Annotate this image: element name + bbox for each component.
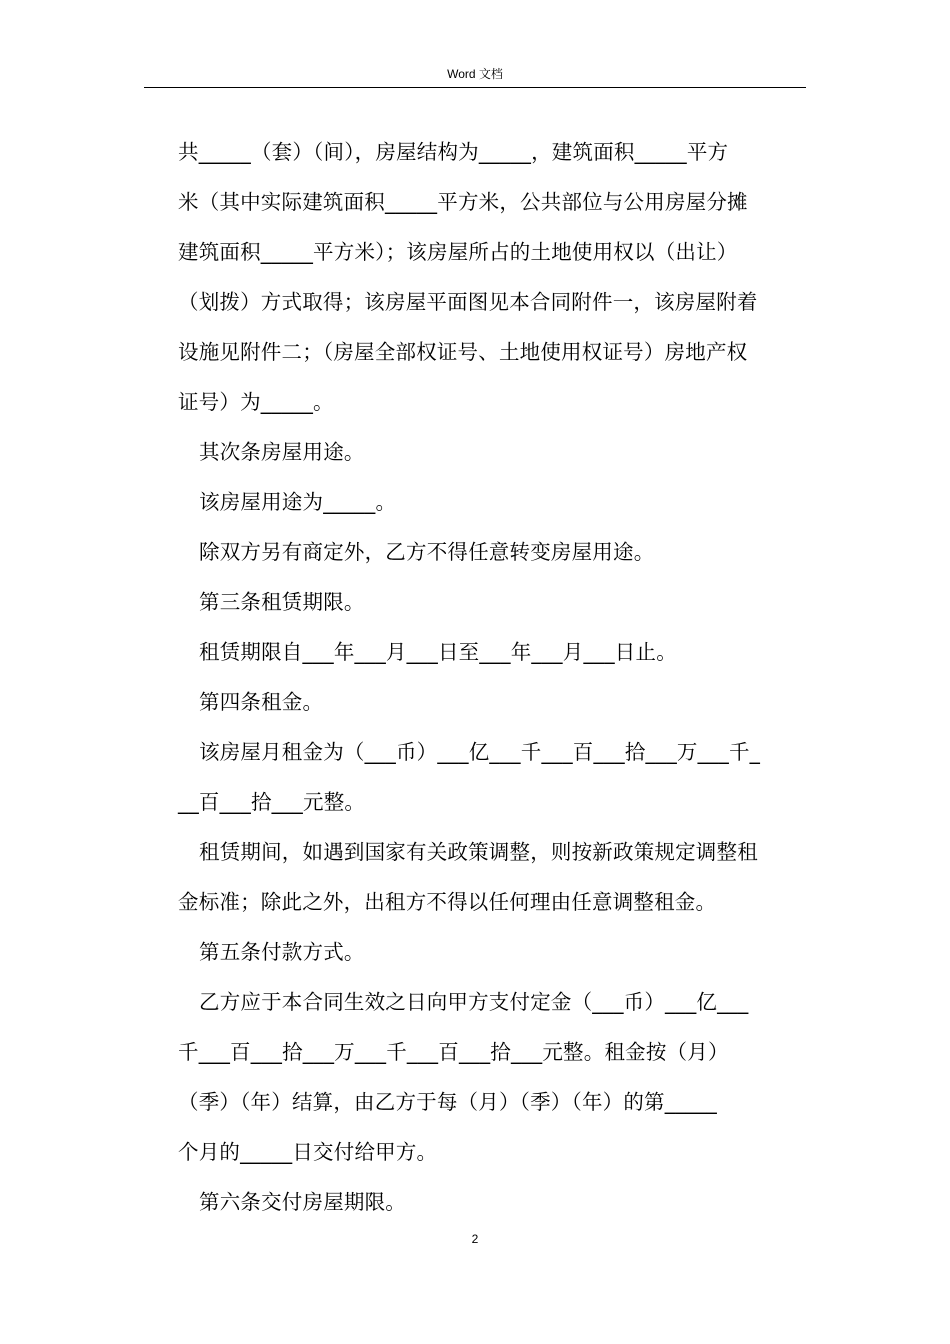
paragraph-line: 证号）为_____。 [178,390,334,414]
page-number: 2 [471,1232,479,1246]
paragraph-line: 建筑面积_____平方米）；该房屋所占的土地使用权以（出让） [178,240,738,264]
paragraph-line: __百___拾___元整。 [178,790,366,814]
paragraph-line: 乙方应于本合同生效之日向甲方支付定金（___币）___亿___ [199,990,749,1014]
paragraph-line: 该房屋用途为_____。 [199,490,397,514]
paragraph-line: 千___百___拾___万___千___百___拾___元整。租金按（月） [178,1040,729,1064]
paragraph-line: （划拨）方式取得；该房屋平面图见本合同附件一，该房屋附着 [178,290,758,314]
paragraph-line: 设施见附件二；（房屋全部权证号、土地使用权证号）房地产权 [178,340,748,364]
paragraph-line: 金标准；除此之外，出租方不得以任何理由任意调整租金。 [178,890,717,914]
paragraph-line: 米（其中实际建筑面积_____平方米，公共部位与公用房屋分摊 [178,190,748,214]
paragraph-line: 该房屋月租金为（___币）___亿___千___百___拾___万___千_ [199,740,761,764]
paragraph-line: 第四条租金。 [199,690,324,714]
document-body [178,127,808,1227]
page-header: Word 文档 [447,67,503,81]
paragraph-line: 共_____（套）（间），房屋结构为_____，建筑面积_____平方 [178,140,729,164]
paragraph-line: 租赁期间，如遇到国家有关政策调整，则按新政策规定调整租 [199,840,758,864]
header-rule [144,87,806,88]
paragraph-line: 第三条租赁期限。 [199,590,365,614]
paragraph-line: 其次条房屋用途。 [199,440,365,464]
paragraph-line: 除双方另有商定外，乙方不得任意转变房屋用途。 [199,540,655,564]
paragraph-line: 个月的_____日交付给甲方。 [178,1140,438,1164]
paragraph-line: （季）（年）结算，由乙方于每（月）（季）（年）的第_____ [178,1090,717,1114]
paragraph-line: 第五条付款方式。 [199,940,365,964]
paragraph-line: 第六条交付房屋期限。 [199,1190,406,1214]
paragraph-line: 租赁期限自___年___月___日至___年___月___日止。 [199,640,677,664]
